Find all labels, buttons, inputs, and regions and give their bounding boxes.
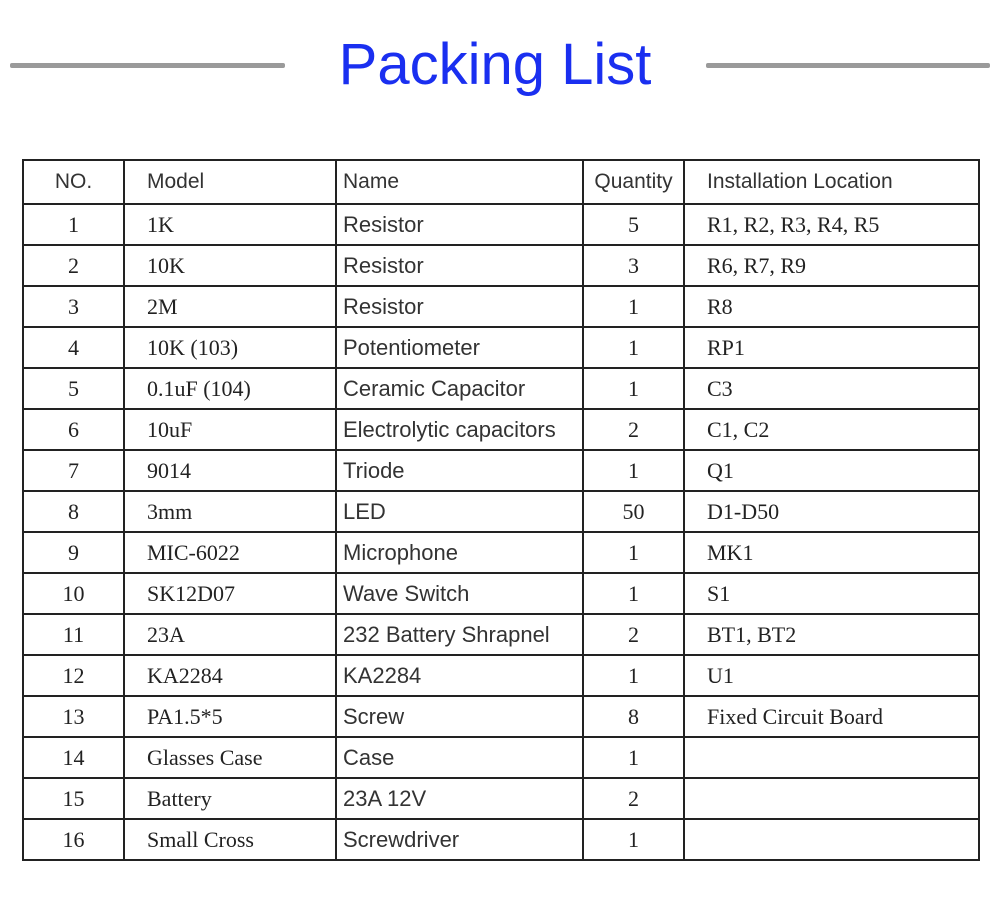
cell-model: 9014 bbox=[124, 450, 336, 491]
cell-name: 232 Battery Shrapnel bbox=[336, 614, 583, 655]
cell-no: 2 bbox=[23, 245, 124, 286]
table-row bbox=[23, 327, 979, 368]
table-row bbox=[23, 450, 979, 491]
table-row bbox=[23, 491, 979, 532]
cell-quantity: 1 bbox=[583, 819, 684, 860]
cell-quantity: 2 bbox=[583, 614, 684, 655]
cell-quantity: 1 bbox=[583, 737, 684, 778]
cell-no: 15 bbox=[23, 778, 124, 819]
cell-no: 13 bbox=[23, 696, 124, 737]
cell-quantity: 2 bbox=[583, 409, 684, 450]
cell-quantity: 1 bbox=[583, 573, 684, 614]
cell-location: D1-D50 bbox=[684, 491, 979, 532]
cell-location bbox=[684, 737, 979, 778]
cell-name: Screwdriver bbox=[336, 819, 583, 860]
cell-location: R1, R2, R3, R4, R5 bbox=[684, 204, 979, 245]
cell-model: 3mm bbox=[124, 491, 336, 532]
cell-no: 12 bbox=[23, 655, 124, 696]
cell-name: 23A 12V bbox=[336, 778, 583, 819]
cell-location: R6, R7, R9 bbox=[684, 245, 979, 286]
header-location: Installation Location bbox=[684, 160, 979, 204]
cell-model: SK12D07 bbox=[124, 573, 336, 614]
cell-location: C1, C2 bbox=[684, 409, 979, 450]
title-row bbox=[0, 0, 1000, 140]
cell-location: BT1, BT2 bbox=[684, 614, 979, 655]
header-name: Name bbox=[336, 160, 583, 204]
table-row bbox=[23, 573, 979, 614]
cell-location bbox=[684, 778, 979, 819]
cell-quantity: 1 bbox=[583, 286, 684, 327]
table-row bbox=[23, 532, 979, 573]
table-row bbox=[23, 204, 979, 245]
cell-name: Resistor bbox=[336, 245, 583, 286]
cell-name: Resistor bbox=[336, 286, 583, 327]
cell-no: 4 bbox=[23, 327, 124, 368]
cell-quantity: 1 bbox=[583, 327, 684, 368]
header-quantity: Quantity bbox=[583, 160, 684, 204]
cell-model: PA1.5*5 bbox=[124, 696, 336, 737]
cell-quantity: 2 bbox=[583, 778, 684, 819]
cell-location: U1 bbox=[684, 655, 979, 696]
cell-model: Battery bbox=[124, 778, 336, 819]
table-row bbox=[23, 655, 979, 696]
cell-location bbox=[684, 819, 979, 860]
cell-no: 1 bbox=[23, 204, 124, 245]
cell-model: 10uF bbox=[124, 409, 336, 450]
table-row bbox=[23, 614, 979, 655]
cell-quantity: 1 bbox=[583, 532, 684, 573]
cell-name: Wave Switch bbox=[336, 573, 583, 614]
cell-model: Small Cross bbox=[124, 819, 336, 860]
cell-name: LED bbox=[336, 491, 583, 532]
page-title: Packing List bbox=[338, 32, 652, 97]
cell-no: 10 bbox=[23, 573, 124, 614]
table-row bbox=[23, 696, 979, 737]
cell-quantity: 8 bbox=[583, 696, 684, 737]
header-no: NO. bbox=[23, 160, 124, 204]
cell-name: Ceramic Capacitor bbox=[336, 368, 583, 409]
cell-quantity: 50 bbox=[583, 491, 684, 532]
cell-quantity: 5 bbox=[583, 204, 684, 245]
table-row bbox=[23, 819, 979, 860]
cell-quantity: 3 bbox=[583, 245, 684, 286]
cell-model: 2M bbox=[124, 286, 336, 327]
cell-location: RP1 bbox=[684, 327, 979, 368]
cell-no: 6 bbox=[23, 409, 124, 450]
cell-location: Fixed Circuit Board bbox=[684, 696, 979, 737]
cell-name: KA2284 bbox=[336, 655, 583, 696]
cell-location: C3 bbox=[684, 368, 979, 409]
cell-no: 3 bbox=[23, 286, 124, 327]
cell-no: 7 bbox=[23, 450, 124, 491]
table-row bbox=[23, 368, 979, 409]
cell-name: Case bbox=[336, 737, 583, 778]
cell-model: 1K bbox=[124, 204, 336, 245]
cell-no: 5 bbox=[23, 368, 124, 409]
cell-no: 8 bbox=[23, 491, 124, 532]
cell-name: Screw bbox=[336, 696, 583, 737]
cell-no: 16 bbox=[23, 819, 124, 860]
table-row bbox=[23, 778, 979, 819]
cell-no: 11 bbox=[23, 614, 124, 655]
cell-no: 14 bbox=[23, 737, 124, 778]
cell-model: 10K bbox=[124, 245, 336, 286]
cell-location: R8 bbox=[684, 286, 979, 327]
table-row bbox=[23, 245, 979, 286]
cell-no: 9 bbox=[23, 532, 124, 573]
cell-location: MK1 bbox=[684, 532, 979, 573]
cell-model: 10K (103) bbox=[124, 327, 336, 368]
packing-table bbox=[22, 159, 980, 861]
table-row bbox=[23, 409, 979, 450]
table-header-row bbox=[23, 160, 979, 204]
cell-quantity: 1 bbox=[583, 450, 684, 491]
cell-quantity: 1 bbox=[583, 368, 684, 409]
cell-name: Triode bbox=[336, 450, 583, 491]
cell-model: Glasses Case bbox=[124, 737, 336, 778]
title-rule-right bbox=[706, 63, 990, 68]
cell-model: MIC-6022 bbox=[124, 532, 336, 573]
cell-name: Potentiometer bbox=[336, 327, 583, 368]
cell-name: Microphone bbox=[336, 532, 583, 573]
table-row bbox=[23, 286, 979, 327]
cell-model: KA2284 bbox=[124, 655, 336, 696]
cell-model: 0.1uF (104) bbox=[124, 368, 336, 409]
cell-location: Q1 bbox=[684, 450, 979, 491]
cell-location: S1 bbox=[684, 573, 979, 614]
cell-quantity: 1 bbox=[583, 655, 684, 696]
header-model: Model bbox=[124, 160, 336, 204]
table-row bbox=[23, 737, 979, 778]
cell-name: Electrolytic capacitors bbox=[336, 409, 583, 450]
cell-model: 23A bbox=[124, 614, 336, 655]
cell-name: Resistor bbox=[336, 204, 583, 245]
title-rule-left bbox=[10, 63, 285, 68]
